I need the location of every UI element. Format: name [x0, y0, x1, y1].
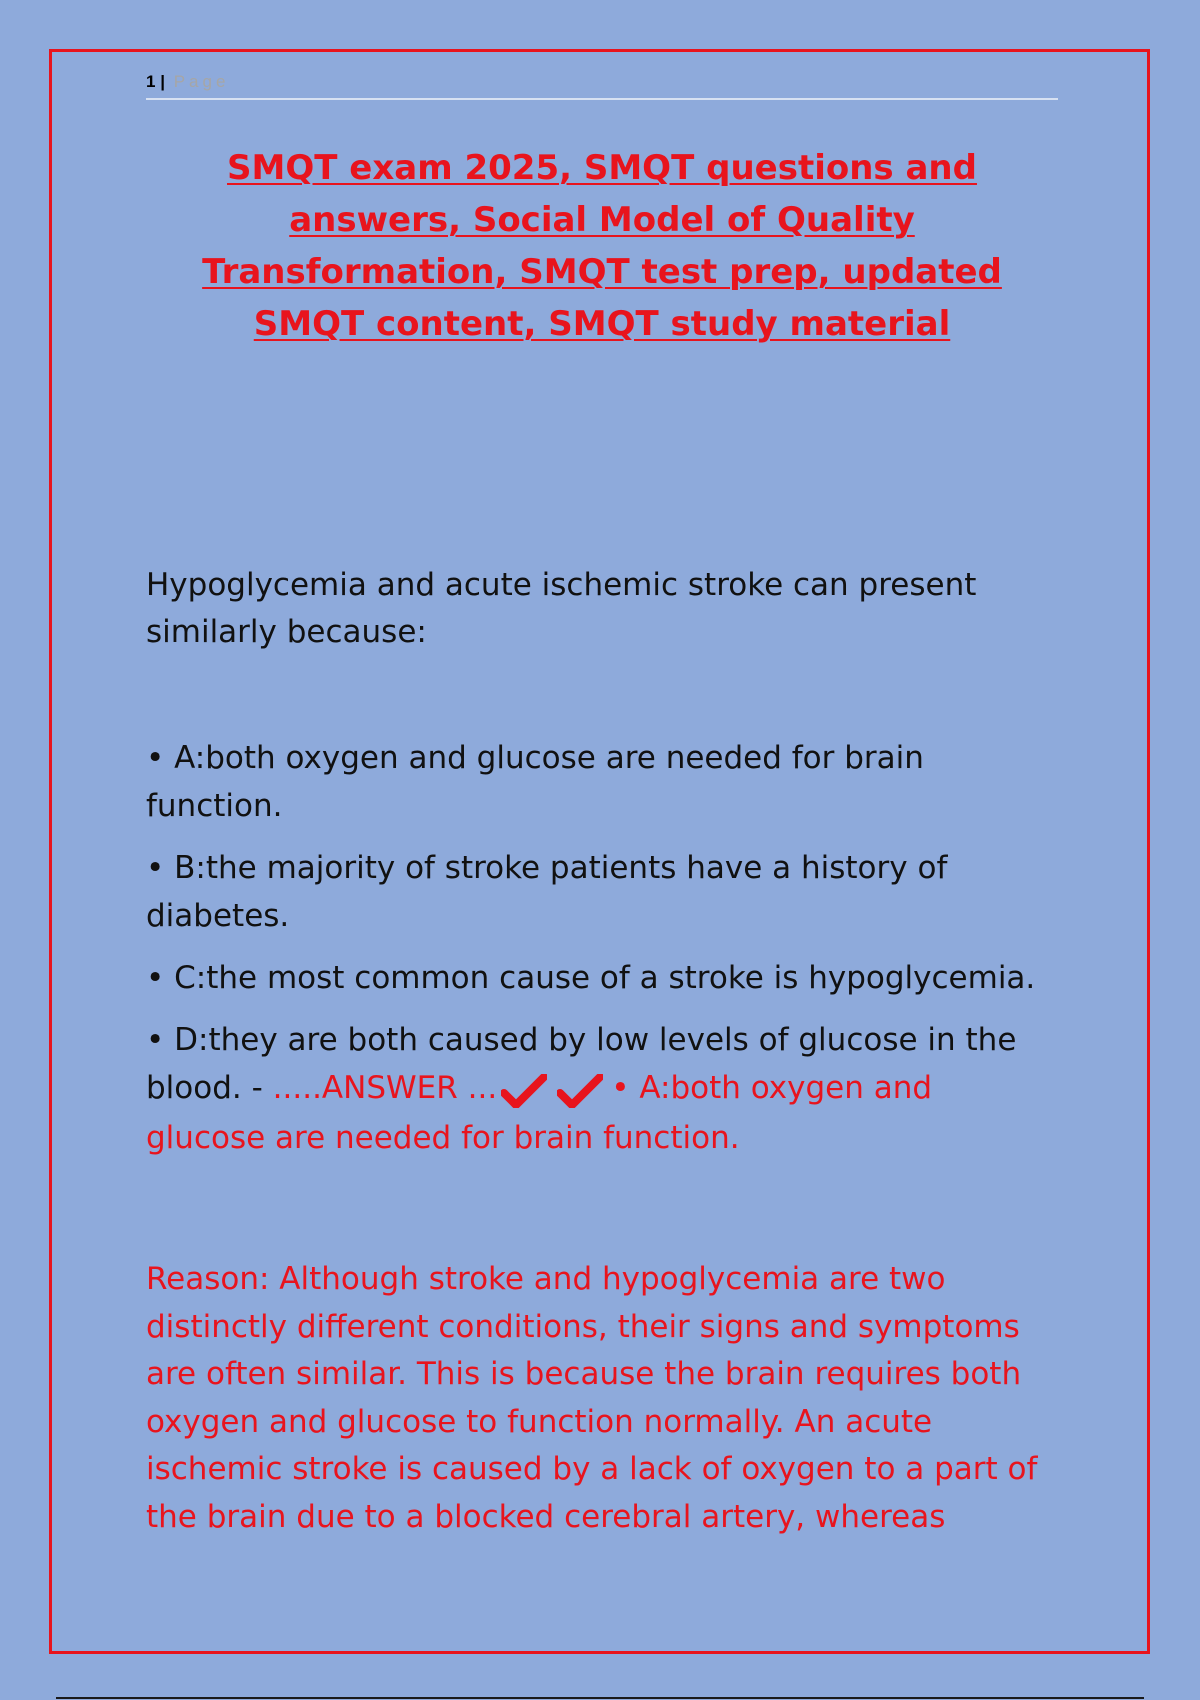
option-d: [146, 1016, 1056, 1162]
page-header: [146, 70, 1058, 100]
option-c-text: • C:the most common cause of a stroke is hypoglycemia.: [146, 960, 1036, 996]
option-a: [146, 734, 1056, 830]
check-icon: [557, 1074, 603, 1108]
option-d-text: • D:they are both caused by low levels of glucose in the blood. -: [146, 1022, 1017, 1106]
answer-text: • A:both oxygen and glucose are needed for brain function.: [146, 1070, 933, 1156]
answer-tag: .....ANSWER ...: [272, 1070, 498, 1106]
check-icon: [501, 1074, 547, 1108]
page-number: 1: [146, 72, 156, 91]
document-title: SMQT exam 2025, SMQT questions and answers, Social Model of Quality Transformation, SMQT test prep, updated SMQT content, SMQT study material: [202, 148, 1002, 344]
answer-checkmarks: [501, 1066, 603, 1114]
bottom-divider: [56, 1697, 1144, 1699]
page-label: Page: [173, 72, 230, 91]
option-c: [146, 954, 1056, 1002]
option-b: [146, 844, 1056, 940]
option-b-text: • B:the majority of stroke patients have a history of diabetes.: [146, 850, 948, 934]
option-a-text: • A:both oxygen and glucose are needed for brain function.: [146, 740, 924, 824]
page-separator: |: [160, 72, 165, 91]
answer-options: [146, 734, 1056, 1162]
reason-text: Reason: Although stroke and hypoglycemia are two distinctly different conditions, their signs and symptoms are often similar. This is because the brain requires both oxygen and glucose to function normally. An acute ischemic stroke is caused by a lack of oxygen to a part of the brain due to a blocked cerebral artery, whereas: [146, 1261, 1038, 1535]
question-text: Hypoglycemia and acute ischemic stroke can present similarly because:: [146, 567, 977, 650]
